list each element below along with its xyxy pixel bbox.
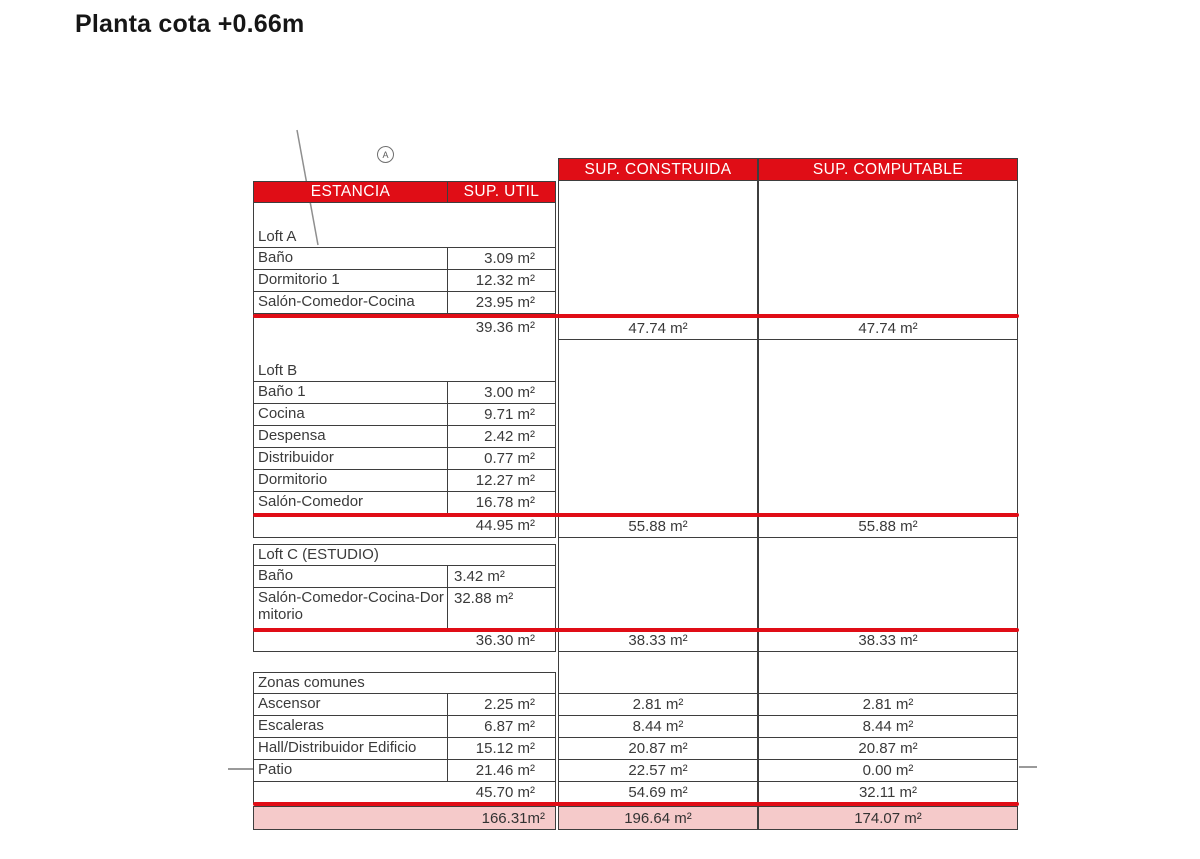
- util-cell: 12.27 m²: [475, 472, 535, 489]
- section-label: Loft C (ESTUDIO): [258, 546, 379, 563]
- table-row: [253, 588, 556, 630]
- estancia-cell: Patio: [254, 760, 448, 781]
- section-header-zonas-comunes: [253, 672, 556, 694]
- construida-loft-a: [558, 318, 758, 340]
- computable-value: 20.87 m²: [858, 740, 918, 757]
- estancia-cell: Baño 1: [254, 382, 448, 403]
- computable-patio: [758, 760, 1018, 782]
- spacer: [253, 652, 556, 672]
- construida-header: [558, 158, 758, 181]
- grid-marker-label: A: [382, 149, 389, 160]
- red-divider-loft-a: [253, 314, 1019, 318]
- estancia-cell: Salón-Comedor: [254, 492, 448, 513]
- subtotal-util-zonas: [253, 782, 556, 804]
- construida-value: 38.33 m²: [628, 632, 688, 649]
- table-row: [253, 716, 556, 738]
- empty-cell: [558, 340, 758, 516]
- table-row: [253, 492, 556, 514]
- computable-value: 8.44 m²: [862, 718, 914, 735]
- table-row: [253, 292, 556, 314]
- construida-hall: [558, 738, 758, 760]
- util-cell: 15.12 m²: [475, 740, 535, 757]
- header-sup-util: SUP. UTIL: [463, 183, 540, 200]
- table-row: [253, 270, 556, 292]
- construida-patio: [558, 760, 758, 782]
- estancia-util-table: [253, 181, 556, 830]
- subtotal-value: 36.30 m²: [475, 632, 535, 649]
- computable-ascensor: [758, 694, 1018, 716]
- subtotal-and-section-header: [253, 314, 556, 382]
- header-estancia: ESTANCIA: [254, 182, 448, 202]
- computable-header: [758, 158, 1018, 181]
- total-construida: [558, 806, 758, 830]
- subtotal-value: 32.11 m²: [858, 784, 918, 801]
- estancia-cell: Despensa: [254, 426, 448, 447]
- util-cell: 3.09 m²: [484, 250, 535, 267]
- subtotal-util-loft-a: 39.36 m²: [475, 319, 535, 336]
- empty-cell: [558, 538, 758, 630]
- table-row: [253, 426, 556, 448]
- table-row: [253, 694, 556, 716]
- computable-value: 55.88 m²: [858, 518, 918, 535]
- estancia-cell: Dormitorio 1: [254, 270, 448, 291]
- estancia-cell: Hall/Distribuidor Edificio: [254, 738, 448, 759]
- util-cell: 3.42 m²: [454, 568, 505, 585]
- empty-cell: [558, 181, 758, 318]
- computable-subtotal-zonas: [758, 782, 1018, 804]
- estancia-cell: Baño: [254, 248, 448, 269]
- construida-ascensor: [558, 694, 758, 716]
- computable-escaleras: [758, 716, 1018, 738]
- red-divider-loft-b: [253, 513, 1019, 517]
- computable-value: 2.81 m²: [862, 696, 914, 713]
- estancia-cell: Dormitorio: [254, 470, 448, 491]
- table-row: [253, 566, 556, 588]
- estancia-cell: Escaleras: [254, 716, 448, 737]
- table-row: [253, 448, 556, 470]
- table-row: [253, 382, 556, 404]
- grid-marker-a: [377, 146, 394, 163]
- util-cell: 6.87 m²: [484, 718, 535, 735]
- page-title: Planta cota +0.66m: [75, 10, 305, 38]
- header-sup-construida: SUP. CONSTRUIDA: [584, 160, 732, 178]
- util-cell: 9.71 m²: [484, 406, 535, 423]
- total-computable: [758, 806, 1018, 830]
- util-cell: 12.32 m²: [475, 272, 535, 289]
- table-row: [253, 470, 556, 492]
- subtotal-value: 44.95 m²: [475, 517, 535, 534]
- estancia-cell: Cocina: [254, 404, 448, 425]
- util-cell: 3.00 m²: [484, 384, 535, 401]
- red-divider-total: [253, 802, 1019, 806]
- dimension-tick-right: [1019, 766, 1037, 768]
- computable-loft-c: [758, 630, 1018, 652]
- computable-loft-a: [758, 318, 1018, 340]
- computable-hall: [758, 738, 1018, 760]
- red-divider-loft-c: [253, 628, 1019, 632]
- computable-value: 38.33 m²: [858, 632, 918, 649]
- subtotal-util-loft-c: [253, 630, 556, 652]
- section-label: Zonas comunes: [258, 674, 365, 691]
- construida-value: 2.81 m²: [632, 696, 684, 713]
- construida-loft-c: [558, 630, 758, 652]
- estancia-cell: Baño: [254, 566, 448, 587]
- section-label-loft-b: Loft B: [258, 362, 298, 379]
- sup-computable-table: [758, 158, 1018, 830]
- table-row: [253, 738, 556, 760]
- sup-construida-table: [558, 158, 758, 830]
- section-label: Loft A: [258, 228, 297, 245]
- estancia-cell: Salón-Comedor-Cocina-Dormitorio: [254, 588, 448, 629]
- empty-cell: [558, 652, 758, 694]
- subtotal-util-loft-b: [253, 514, 556, 538]
- total-value: 174.07 m²: [854, 809, 922, 827]
- section-header-loft-a: [253, 203, 556, 248]
- section-header-loft-c: [253, 544, 556, 566]
- construida-value: 20.87 m²: [628, 740, 688, 757]
- table-row: [253, 404, 556, 426]
- util-cell: 16.78 m²: [475, 494, 535, 511]
- util-cell: 32.88 m²: [454, 590, 514, 607]
- left-table-header: [253, 181, 556, 203]
- construida-value: 22.57 m²: [628, 762, 688, 779]
- construida-escaleras: [558, 716, 758, 738]
- util-cell: 0.77 m²: [484, 450, 535, 467]
- construida-loft-b: [558, 516, 758, 538]
- empty-cell: [758, 340, 1018, 516]
- table-row: [253, 760, 556, 782]
- estancia-cell: Distribuidor: [254, 448, 448, 469]
- dimension-tick-left: [228, 768, 253, 770]
- table-row: [253, 248, 556, 270]
- util-cell: 23.95 m²: [475, 294, 535, 311]
- empty-cell: [758, 652, 1018, 694]
- estancia-cell: Ascensor: [254, 694, 448, 715]
- construida-value: 55.88 m²: [628, 518, 688, 535]
- computable-value: 47.74 m²: [858, 320, 918, 337]
- total-value: 196.64 m²: [624, 809, 692, 827]
- subtotal-value: 54.69 m²: [628, 784, 688, 801]
- util-cell: 2.25 m²: [484, 696, 535, 713]
- computable-loft-b: [758, 516, 1018, 538]
- total-value: 166.31m²: [481, 809, 545, 827]
- subtotal-value: 45.70 m²: [475, 784, 535, 801]
- total-util: [253, 806, 556, 830]
- construida-value: 47.74 m²: [628, 320, 688, 337]
- construida-value: 8.44 m²: [632, 718, 684, 735]
- estancia-cell: Salón-Comedor-Cocina: [254, 292, 448, 313]
- util-cell: 2.42 m²: [484, 428, 535, 445]
- computable-value: 0.00 m²: [862, 762, 914, 779]
- header-sup-computable: SUP. COMPUTABLE: [812, 160, 964, 178]
- construida-subtotal-zonas: [558, 782, 758, 804]
- empty-cell: [758, 538, 1018, 630]
- empty-cell: [758, 181, 1018, 318]
- util-cell: 21.46 m²: [475, 762, 535, 779]
